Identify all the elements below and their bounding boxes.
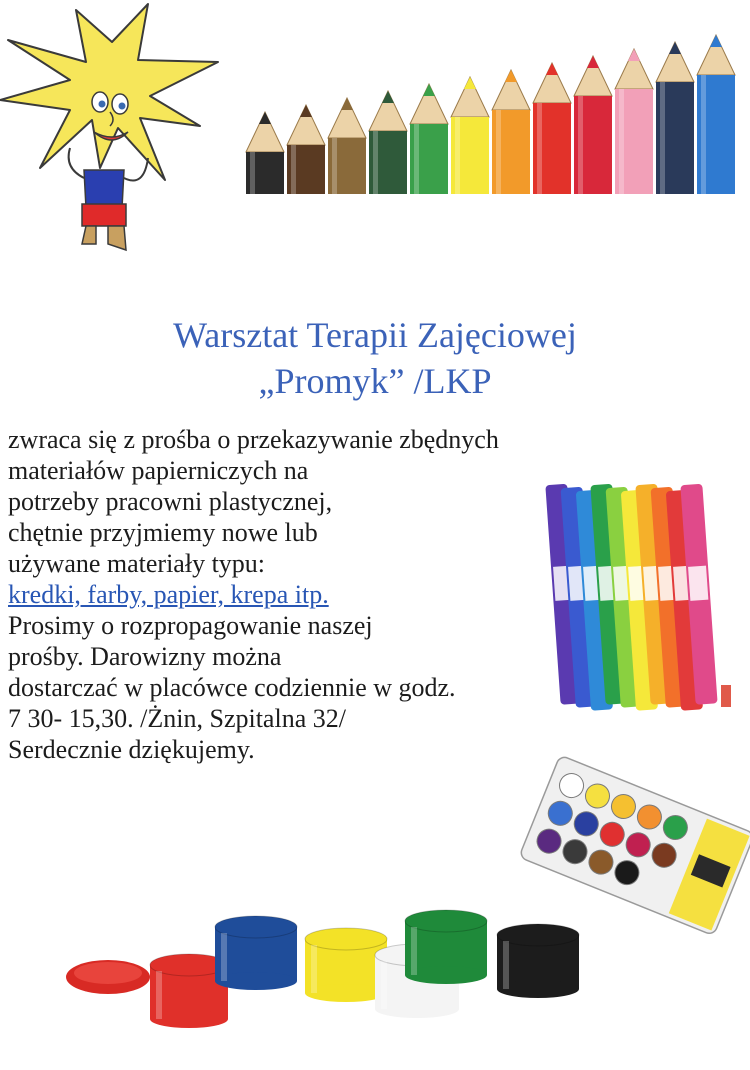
title-line-2: „Promyk” /LKP — [258, 361, 492, 401]
body-line: materiałów papierniczych na — [8, 456, 309, 485]
pencil-icon — [410, 84, 448, 194]
body-line: chętnie przyjmiemy nowe lub — [8, 518, 318, 547]
body-line: Prosimy o rozpropagowanie naszej — [8, 611, 373, 640]
jar-lid-icon — [66, 960, 150, 994]
label-icon — [721, 685, 731, 707]
title-line-1: Warsztat Terapii Zajęciowej — [173, 315, 577, 355]
pencil-icon — [533, 63, 571, 194]
pencil-icon — [451, 77, 489, 194]
pencil-icon — [328, 98, 366, 194]
sun-icon — [0, 4, 218, 250]
pencil-icon — [246, 112, 284, 194]
paint-jars-illustration — [60, 905, 600, 1035]
materials-list-link[interactable]: kredki, farby, papier, krepa itp. — [8, 580, 329, 609]
pencil-icon — [574, 56, 612, 194]
pencil-icon — [656, 42, 694, 194]
black-paint-jar-icon — [497, 924, 579, 998]
pencil-icon — [369, 91, 407, 194]
sun-mascot-illustration — [0, 0, 230, 260]
crepe-paper-illustration — [545, 475, 745, 725]
body-line: potrzeby pracowni plastycznej, — [8, 487, 333, 516]
colored-pencils-illustration — [240, 20, 750, 200]
pencil-icon — [492, 70, 530, 194]
pencil-icon — [615, 49, 653, 194]
page-title — [0, 312, 750, 404]
body-line: 7 30- 15,30. /Żnin, Szpitalna 32/ — [8, 704, 346, 733]
body-line: Serdecznie dziękujemy. — [8, 735, 255, 764]
body-line: dostarczać w placówce codziennie w godz. — [8, 673, 456, 702]
blue-paint-jar-icon — [215, 916, 297, 990]
yellow-paint-jar-icon — [305, 928, 387, 1002]
pencil-icon — [697, 35, 735, 194]
body-line: używane materiały typu: — [8, 549, 266, 578]
pencil-icon — [287, 105, 325, 194]
body-line: zwraca się z prośba o przekazywanie zbędnych — [8, 425, 499, 454]
body-line: prośby. Darowizny można — [8, 642, 282, 671]
green-paint-jar-icon — [405, 910, 487, 984]
